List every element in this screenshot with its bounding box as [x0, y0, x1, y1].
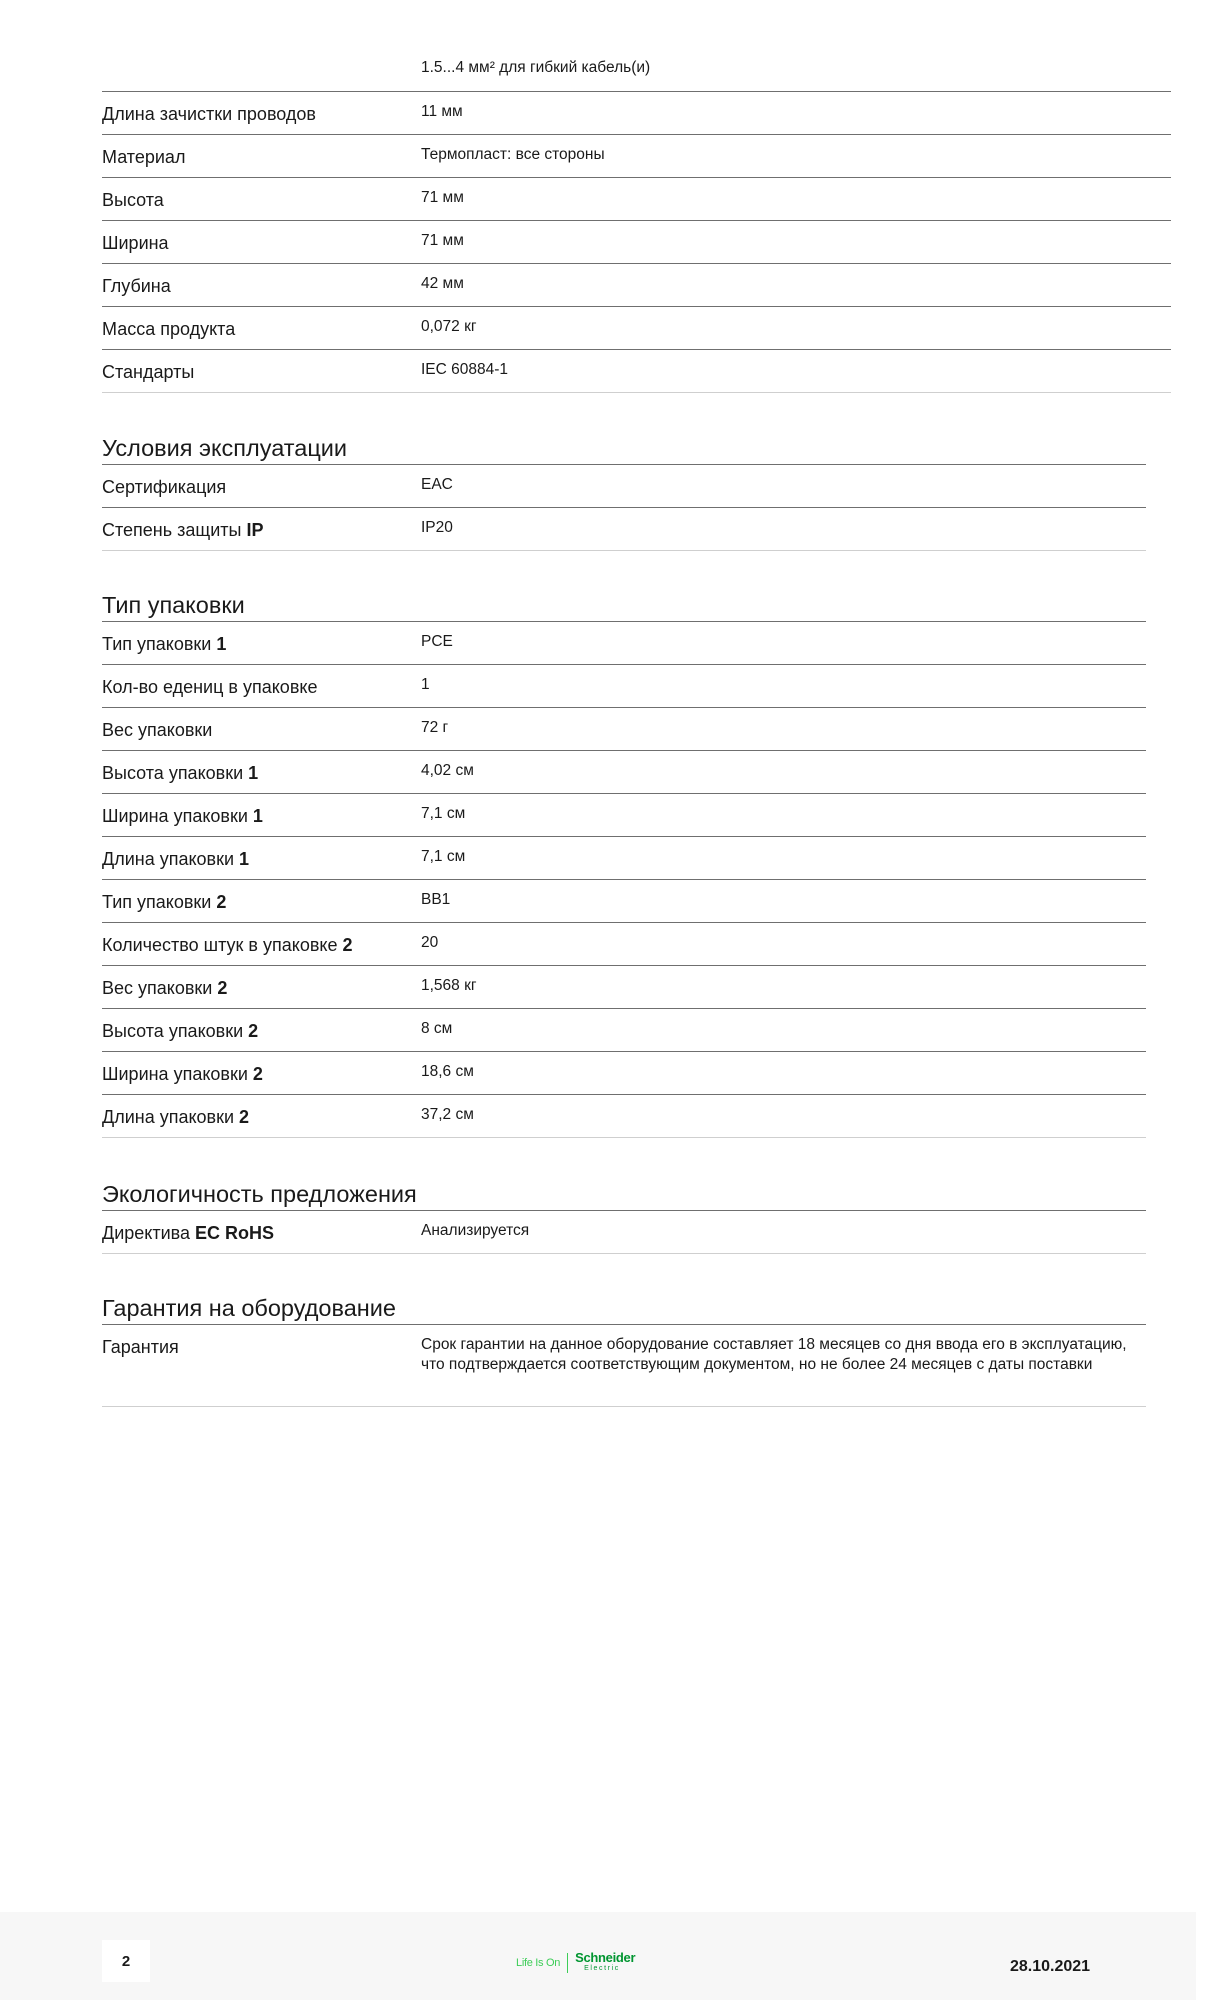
table-row: [102, 50, 1171, 92]
table-row: [102, 622, 1146, 665]
row-key: Глубина: [102, 276, 171, 296]
row-key: Высота: [102, 190, 164, 210]
schneider-logo: [516, 1951, 635, 1975]
section-title: Экологичность предложения: [102, 1178, 1146, 1211]
row-value: IP20: [421, 519, 453, 536]
logo-brand-name: Schneider: [575, 1950, 636, 1965]
row-value: EAC: [421, 476, 453, 493]
table-row: [102, 665, 1146, 708]
table-row: [102, 1052, 1146, 1095]
row-value: 7,1 см: [421, 848, 466, 865]
table-row: [102, 1095, 1146, 1138]
table-row: [102, 1211, 1146, 1254]
section-warranty: [102, 1292, 1146, 1407]
section-title: Условия эксплуатации: [102, 432, 1146, 465]
row-value: 37,2 см: [421, 1106, 474, 1123]
row-value: 1.5...4 мм² для гибкий кабель(и): [421, 59, 651, 76]
table-row: [102, 264, 1171, 307]
row-value: 42 мм: [421, 275, 464, 292]
row-key: Длина упаковки 2: [102, 1107, 250, 1127]
row-value: 1: [421, 676, 430, 693]
table-row: [102, 508, 1146, 551]
table-row: [102, 92, 1171, 135]
page-number: 2: [102, 1940, 150, 1982]
row-key: Высота упаковки 1: [102, 763, 259, 783]
logo-tagline: Life Is On: [516, 1957, 561, 1969]
table-row: [102, 923, 1146, 966]
row-key: Длина зачистки проводов: [102, 104, 316, 124]
table-row: [102, 966, 1146, 1009]
section-title: Гарантия на оборудование: [102, 1292, 1146, 1325]
row-key: Ширина упаковки 2: [102, 1064, 263, 1084]
row-key: Гарантия: [102, 1337, 179, 1357]
row-value: 4,02 см: [421, 762, 474, 779]
row-value: IEC 60884-1: [421, 361, 509, 378]
row-key: Тип упаковки 2: [102, 892, 227, 912]
row-key: Сертификация: [102, 477, 227, 497]
row-value: 1,568 кг: [421, 977, 477, 994]
row-key: Количество штук в упаковке 2: [102, 935, 353, 955]
row-key: Материал: [102, 147, 186, 167]
table-row: [102, 708, 1146, 751]
table-row: [102, 307, 1171, 350]
row-value: Срок гарантии на данное оборудование составляет 18 месяцев со дня ввода его в эксплуатацию, что подтверждается соответствующим документом, но не более 24 месяцев с даты поставки: [421, 1336, 1127, 1373]
table-row: [102, 880, 1146, 923]
row-key: [102, 50, 421, 91]
row-key: Стандарты: [102, 362, 195, 382]
table-row: [102, 1009, 1146, 1052]
table-row: [102, 751, 1146, 794]
row-key: Длина упаковки 1: [102, 849, 250, 869]
row-key: Кол-во едениц в упаковке: [102, 677, 318, 697]
table-row: [102, 178, 1171, 221]
row-value: 72 г: [421, 719, 449, 736]
logo-brand-sub: Electric: [584, 1965, 620, 1972]
row-key: Степень защиты IP: [102, 520, 264, 540]
row-key: Тип упаковки 1: [102, 634, 227, 654]
row-value: 20: [421, 934, 439, 951]
row-value: BB1: [421, 891, 451, 908]
table-row: [102, 465, 1146, 508]
section-title: Тип упаковки: [102, 589, 1146, 622]
row-key: Вес упаковки: [102, 720, 213, 740]
table-row: [102, 1325, 1146, 1407]
section-operating-conditions: [102, 432, 1146, 551]
row-value: Анализируется: [421, 1222, 530, 1239]
row-value: 8 см: [421, 1020, 453, 1037]
section-sustainability: [102, 1178, 1146, 1254]
specs-table-continued: [102, 50, 1171, 393]
row-value: 7,1 см: [421, 805, 466, 822]
table-row: [102, 135, 1171, 178]
table-row: [102, 221, 1171, 264]
logo-brand: [575, 1952, 635, 1974]
table-row: [102, 350, 1171, 393]
row-key: Ширина упаковки 1: [102, 806, 263, 826]
row-value: 18,6 см: [421, 1063, 474, 1080]
document-date: 28.10.2021: [1010, 1958, 1091, 1975]
row-key: Вес упаковки 2: [102, 978, 228, 998]
row-value: PCE: [421, 633, 453, 650]
row-value: 71 мм: [421, 232, 464, 249]
row-value: 0,072 кг: [421, 318, 477, 335]
row-value: Термопласт: все стороны: [421, 146, 605, 163]
row-value: 11 мм: [421, 103, 463, 120]
row-key: Ширина: [102, 233, 169, 253]
row-key: Высота упаковки 2: [102, 1021, 259, 1041]
row-key: Масса продукта: [102, 319, 236, 339]
logo-divider: [567, 1953, 568, 1973]
section-packaging: [102, 589, 1146, 1138]
row-key: Директива EC RoHS: [102, 1223, 275, 1243]
row-value: 71 мм: [421, 189, 464, 206]
table-row: [102, 794, 1146, 837]
table-row: [102, 837, 1146, 880]
